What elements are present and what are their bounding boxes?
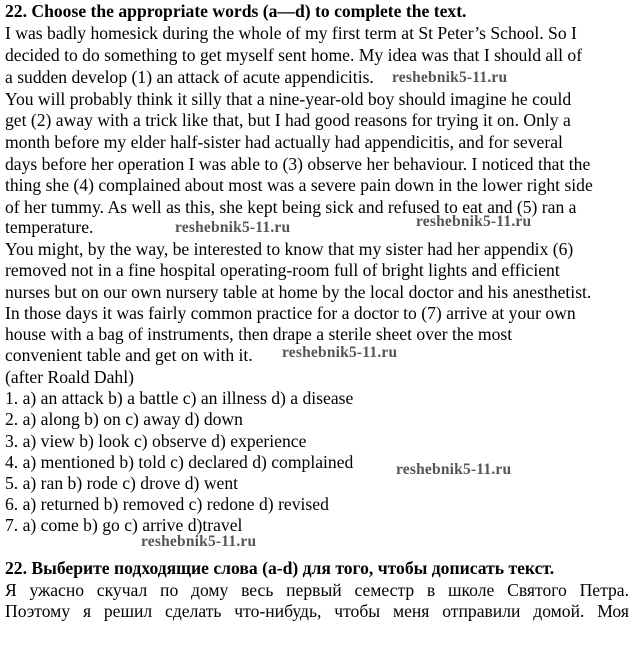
option-line: 7. a) come b) go c) arrive d)travel: [5, 515, 243, 535]
watermark: reshebnik5-11.ru: [141, 533, 257, 550]
watermark: reshebnik5-11.ru: [392, 69, 508, 86]
watermark: reshebnik5-11.ru: [282, 344, 398, 361]
option-line: 4. a) mentioned b) told c) declared d) complained: [5, 452, 354, 472]
text-line: decided to do something to get myself sent home. My idea was that I should all of: [5, 45, 583, 65]
text-line: nurses but on our own nursery table at home by the local doctor and his anesthetist.: [5, 282, 592, 302]
text-line: of her tummy. As well as this, she kept being sick and refused to eat and (5) ran a: [5, 197, 577, 217]
text-line: house with a bag of instruments, then drape a sterile sheet over the most: [5, 324, 513, 344]
text-line: convenient table and get on with it.: [5, 345, 253, 365]
option-line: 5. a) ran b) rode c) drove d) went: [5, 473, 239, 493]
text-line: month before my elder half-sister had actually had appendicitis, and for several: [5, 132, 563, 152]
exercise-heading-ru: 22. Выберите подходящие слова (a-d) для того, чтобы дописать текст.: [5, 558, 555, 578]
ru-text-line: Я ужасно скучал по дому весь первый семестр в школе Святого Петра.: [5, 580, 629, 600]
watermark: reshebnik5-11.ru: [396, 461, 512, 478]
text-line: a sudden develop (1) an attack of acute appendicitis.: [5, 67, 374, 87]
text-line: In those days it was fairly common practice for a doctor to (7) arrive at your own: [5, 303, 576, 323]
text-line: get (2) away with a trick like that, but I had good reasons for trying it on. Only a: [5, 110, 571, 130]
text-line: removed not in a fine hospital operating-room full of bright lights and efficient: [5, 260, 560, 280]
option-line: 6. a) returned b) removed c) redone d) revised: [5, 494, 329, 514]
text-line: I was badly homesick during the whole of my first term at St Peter’s School. So I: [5, 23, 577, 43]
option-line: 1. a) an attack b) a battle c) an illness d) a disease: [5, 388, 354, 408]
text-line: You might, by the way, be interested to know that my sister had her appendix (6): [5, 239, 574, 259]
text-line: You will probably think it silly that a nine-year-old boy should imagine he could: [5, 89, 572, 109]
ru-text-line: Поэтому я решил сделать что-нибудь, чтобы меня отправили домой. Моя: [5, 601, 629, 621]
source-note: (after Roald Dahl): [5, 367, 134, 387]
text-line: days before her operation I was able to (3) observe her behaviour. I noticed that the: [5, 154, 591, 174]
option-line: 2. a) along b) on c) away d) down: [5, 409, 243, 429]
exercise-heading-en: 22. Choose the appropriate words (a—d) to complete the text.: [5, 1, 467, 21]
option-line: 3. a) view b) look c) observe d) experience: [5, 431, 307, 451]
watermark: reshebnik5-11.ru: [416, 213, 532, 230]
text-line: thing she (4) complained about most was a severe pain down in the lower right side: [5, 175, 593, 195]
text-line: temperature.: [5, 217, 94, 237]
watermark: reshebnik5-11.ru: [175, 219, 291, 236]
